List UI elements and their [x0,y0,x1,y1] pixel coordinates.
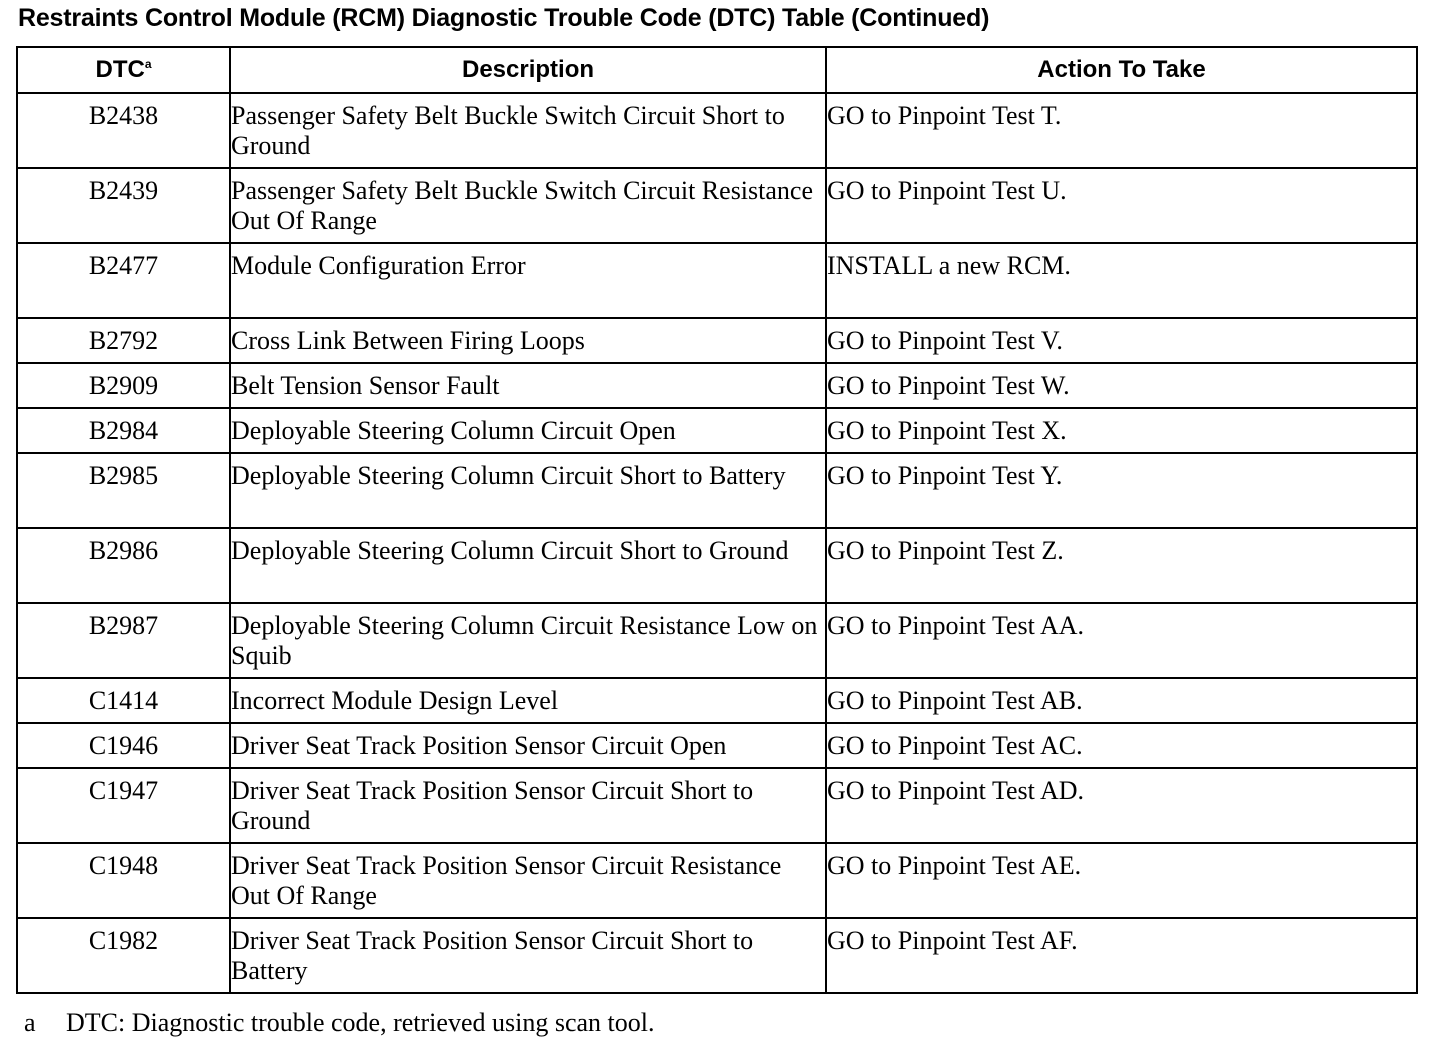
dtc-action: GO to Pinpoint Test X. [826,408,1417,453]
table-row [17,918,1417,993]
dtc-action: GO to Pinpoint Test U. [826,168,1417,243]
footnote-marker: a [24,1008,36,1037]
dtc-description: Belt Tension Sensor Fault [230,363,826,408]
table-row [17,93,1417,168]
dtc-description: Deployable Steering Column Circuit Open [230,408,826,453]
dtc-description: Cross Link Between Firing Loops [230,318,826,363]
dtc-code: C1946 [17,723,230,768]
dtc-action: INSTALL a new RCM. [826,243,1417,318]
dtc-description: Passenger Safety Belt Buckle Switch Circuit Short to Ground [230,93,826,168]
dtc-description: Driver Seat Track Position Sensor Circuit Resistance Out Of Range [230,843,826,918]
dtc-code: B2438 [17,93,230,168]
dtc-description: Incorrect Module Design Level [230,678,826,723]
table-header-row [17,47,1417,93]
dtc-code: B2792 [17,318,230,363]
dtc-action: GO to Pinpoint Test Z. [826,528,1417,603]
table-footnote [24,1008,654,1038]
table-row [17,363,1417,408]
dtc-code: B2909 [17,363,230,408]
table-row [17,408,1417,453]
dtc-action: GO to Pinpoint Test AD. [826,768,1417,843]
dtc-code: C1948 [17,843,230,918]
dtc-action: GO to Pinpoint Test AB. [826,678,1417,723]
dtc-description: Deployable Steering Column Circuit Short to Ground [230,528,826,603]
dtc-code: B2986 [17,528,230,603]
header-dtc-footnote-marker: a [144,57,152,71]
table-row [17,318,1417,363]
dtc-description: Driver Seat Track Position Sensor Circuit Short to Ground [230,768,826,843]
header-dtc [17,47,230,93]
dtc-code: B2477 [17,243,230,318]
dtc-description: Driver Seat Track Position Sensor Circuit Open [230,723,826,768]
dtc-action: GO to Pinpoint Test AF. [826,918,1417,993]
dtc-code: B2984 [17,408,230,453]
table-row [17,243,1417,318]
header-description: Description [230,47,826,93]
table-row [17,528,1417,603]
dtc-action: GO to Pinpoint Test W. [826,363,1417,408]
header-action: Action To Take [826,47,1417,93]
table-row [17,843,1417,918]
dtc-description: Deployable Steering Column Circuit Short to Battery [230,453,826,528]
dtc-action: GO to Pinpoint Test T. [826,93,1417,168]
footnote-text: DTC: Diagnostic trouble code, retrieved using scan tool. [66,1008,655,1037]
dtc-description: Deployable Steering Column Circuit Resistance Low on Squib [230,603,826,678]
dtc-code: B2985 [17,453,230,528]
table-row [17,168,1417,243]
dtc-action: GO to Pinpoint Test AC. [826,723,1417,768]
table-row [17,723,1417,768]
dtc-code: B2439 [17,168,230,243]
table-row [17,603,1417,678]
dtc-code: C1982 [17,918,230,993]
dtc-table [16,46,1418,994]
dtc-description: Driver Seat Track Position Sensor Circuit Short to Battery [230,918,826,993]
dtc-action: GO to Pinpoint Test V. [826,318,1417,363]
dtc-code: B2987 [17,603,230,678]
table-row [17,453,1417,528]
header-dtc-label: DTC [95,56,145,83]
dtc-action: GO to Pinpoint Test AA. [826,603,1417,678]
dtc-code: C1414 [17,678,230,723]
dtc-description: Passenger Safety Belt Buckle Switch Circuit Resistance Out Of Range [230,168,826,243]
table-row [17,768,1417,843]
table-row [17,678,1417,723]
dtc-action: GO to Pinpoint Test Y. [826,453,1417,528]
dtc-code: C1947 [17,768,230,843]
dtc-description: Module Configuration Error [230,243,826,318]
page-title: Restraints Control Module (RCM) Diagnostic Trouble Code (DTC) Table (Continued) [18,4,990,32]
dtc-action: GO to Pinpoint Test AE. [826,843,1417,918]
